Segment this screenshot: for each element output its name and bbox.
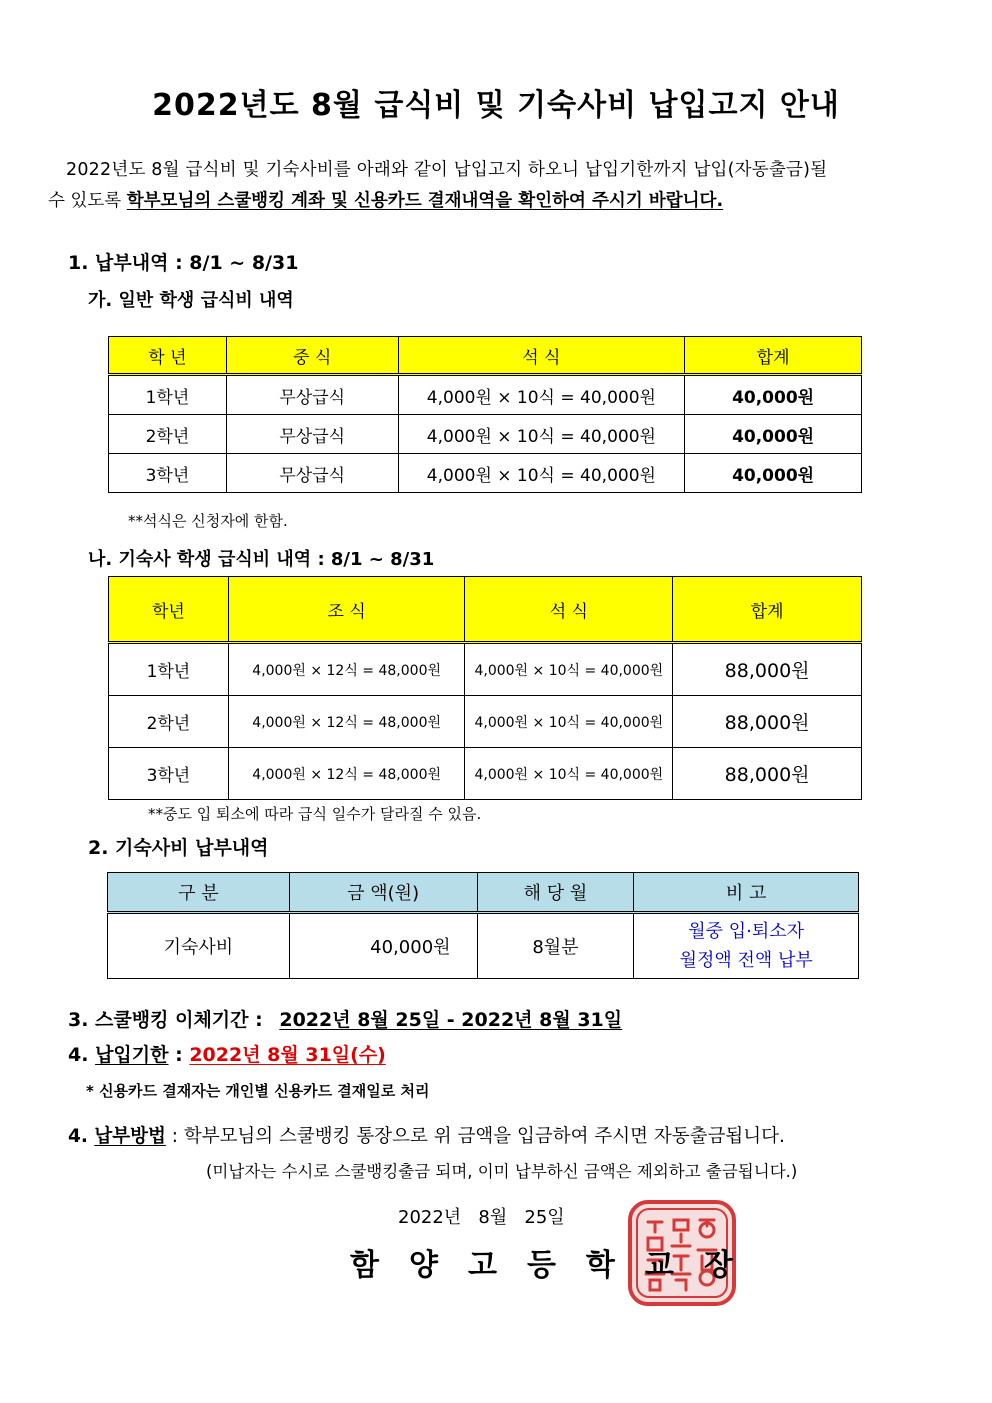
cell-remarks [634,913,859,979]
section2-heading: 2. 기숙사비 납부내역 [88,837,269,859]
remark-line-1: 월중 입·퇴소자 [688,921,805,942]
table-row [109,375,862,415]
cell-grade: 3학년 [109,454,227,493]
cell-dinner: 4,000원 × 10식 = 40,000원 [465,643,673,696]
cell-dinner: 4,000원 × 10식 = 40,000원 [465,748,673,800]
payment-deadline: 2022년 8월 31일(수) [189,1044,386,1066]
cell-grade: 1학년 [109,375,227,415]
table-row [109,748,862,800]
section5-subtext: (미납자는 수시로 스쿨뱅킹출금 되며, 이미 납부하신 금액은 제외하고 출금됩니다.) [206,1162,798,1181]
header-grade: 학년 [109,577,229,643]
intro-line-2-prefix: 수 있도록 [48,191,127,211]
section5-number: 4. [68,1126,95,1147]
header-grade: 학 년 [109,337,227,375]
cell-total: 88,000원 [673,748,862,800]
section4-line [68,1040,386,1067]
cell-dinner: 4,000원 × 10식 = 40,000원 [398,375,685,415]
dorm-fee-table [107,872,859,979]
table-row [109,696,862,748]
note-dinner-applicants: **석식은 신청자에 한함. [128,512,288,530]
table-row [109,454,862,493]
table-row [108,913,859,979]
table-row [109,643,862,696]
section3-line [68,1005,622,1032]
header-amount: 금 액(원) [289,873,477,913]
cell-lunch: 무상급식 [226,375,398,415]
header-category: 구 분 [108,873,290,913]
section5-text: : 학부모님의 스쿨뱅킹 통장으로 위 금액을 입금하여 주시면 자동출금됩니다. [165,1126,785,1147]
header-lunch: 중 식 [226,337,398,375]
header-dinner: 석 식 [465,577,673,643]
section5-label: 납부방법 [94,1126,166,1147]
principal-signature: 함양고등학교장 [350,1248,763,1283]
cell-dinner: 4,000원 × 10식 = 40,000원 [398,415,685,454]
note-mid-term-change: **중도 입 퇴소에 따라 급식 일수가 달라질 수 있음. [148,805,482,823]
cell-grade: 1학년 [109,643,229,696]
header-month: 해 당 월 [477,873,634,913]
intro-line-1: 2022년도 8월 급식비 및 기숙사비를 아래와 같이 납입고지 하오니 납입기한까지 납입(자동출금)될 [66,160,828,180]
intro-line-2 [48,187,723,212]
header-breakfast: 조 식 [228,577,465,643]
cell-category: 기숙사비 [108,913,290,979]
header-total: 합계 [685,337,862,375]
cell-breakfast: 4,000원 × 12식 = 48,000원 [228,696,465,748]
cell-total: 40,000원 [685,375,862,415]
section4-number: 4. [68,1044,96,1066]
intro-line-2-emphasis: 학부모님의 스쿨뱅킹 계좌 및 신용카드 결재내역을 확인하여 주시기 바랍니다. [126,191,724,211]
cell-lunch: 무상급식 [226,454,398,493]
section5-line [68,1122,785,1148]
header-remarks: 비 고 [634,873,859,913]
transfer-period: 2022년 8월 25일 - 2022년 8월 31일 [279,1009,623,1031]
cell-dinner: 4,000원 × 10식 = 40,000원 [398,454,685,493]
general-meal-table [108,336,862,493]
cell-grade: 2학년 [109,415,227,454]
section1-sub-b: 나. 기숙사 학생 급식비 내역 : 8/1 ~ 8/31 [88,549,435,570]
section4-colon: : [168,1044,190,1066]
cell-grade: 3학년 [109,748,229,800]
cell-grade: 2학년 [109,696,229,748]
table-row [109,415,862,454]
section1-sub-a: 가. 일반 학생 급식비 내역 [88,290,294,311]
document-title: 2022년도 8월 급식비 및 기숙사비 납입고지 안내 [152,88,840,123]
remark-line-2: 월정액 전액 납부 [679,950,813,971]
cell-total: 88,000원 [673,696,862,748]
notice-date: 2022년 8월 25일 [398,1207,565,1228]
cell-amount: 40,000원 [289,913,477,979]
cell-total: 40,000원 [685,454,862,493]
cell-breakfast: 4,000원 × 12식 = 48,000원 [228,643,465,696]
cell-month: 8월분 [477,913,634,979]
cell-lunch: 무상급식 [226,415,398,454]
cell-breakfast: 4,000원 × 12식 = 48,000원 [228,748,465,800]
header-total: 합계 [673,577,862,643]
section1-heading: 1. 납부내역 : 8/1 ~ 8/31 [68,252,299,274]
cell-total: 88,000원 [673,643,862,696]
section3-label: 3. 스쿨뱅킹 이체기간 : [68,1009,263,1031]
card-payment-note: * 신용카드 결재자는 개인별 신용카드 결재일로 처리 [86,1082,430,1100]
dorm-meal-table [108,576,862,800]
section4-label: 납입기한 [95,1044,169,1066]
cell-dinner: 4,000원 × 10식 = 40,000원 [465,696,673,748]
header-dinner: 석 식 [398,337,685,375]
cell-total: 40,000원 [685,415,862,454]
